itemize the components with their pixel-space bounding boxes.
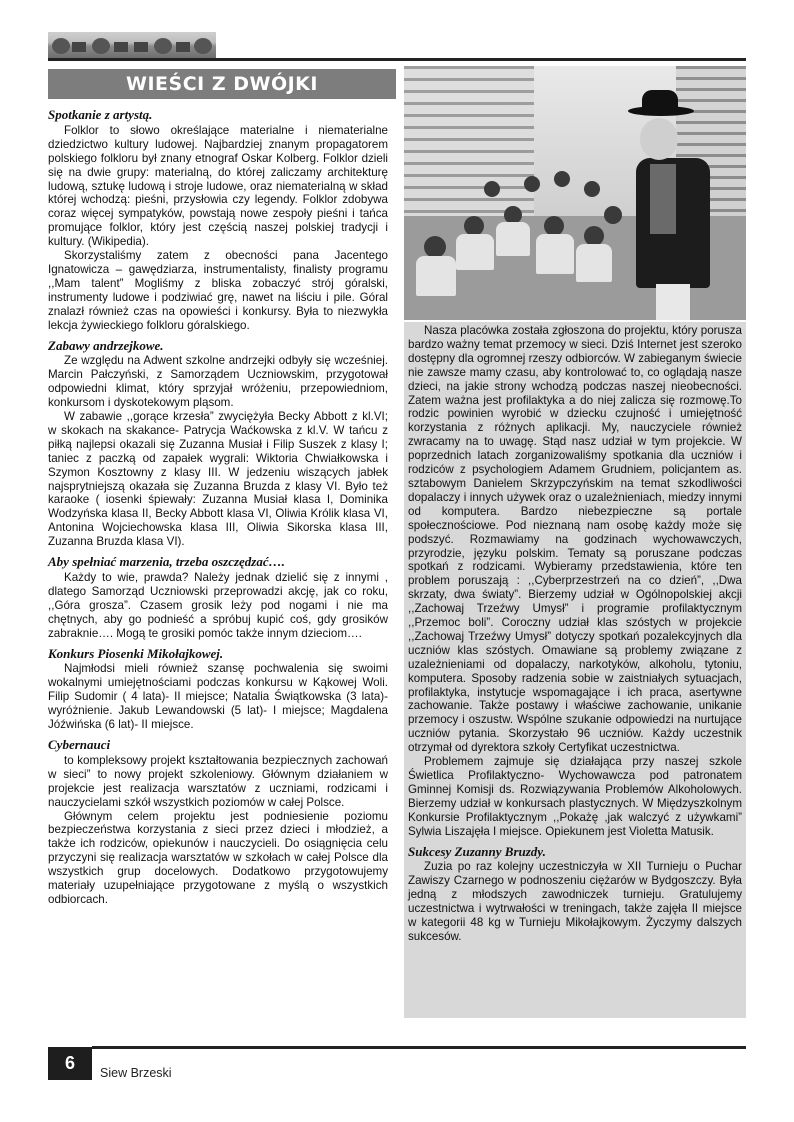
article-paragraph: to kompleksowy projekt kształtowania bezpiecznych zachowań w sieci” to nowy projekt szkoleniowy. Głównym działaniem w projekcie jest realizacja warsztatów z uczniami, rodzicami i nauczycielami szkół wszystkich poziomów w całej Polsce. [48, 753, 388, 809]
page-number: 6 [48, 1047, 92, 1080]
article-paragraph: Folklor to słowo określające materialne i niematerialne dziedzictwo kultury ludowej. Najbardziej znanym propagatorem polskiego folkloru był znany etnograf Oskar Kolberg. Folklor dzieli się na dwie grupy: materialną, do której zaliczamy architekturę ludową, sztukę ludową i stroje ludowe, oraz niematerialną w skład której wchodzą: pieśni, przysłowia czy legendy. Folklor zdobywa coraz więcej sympatyków, powstają nowe zespoły pieśni i tańca promujące folklor, który jest częścią naszej polskiej tradycji i kultury. (Wikipedia). [48, 123, 388, 249]
article-paragraph: W zabawie ,,gorące krzesła” zwyciężyła Becky Abbott z kl.VI; w skokach na skakance- Patrycja Waćkowska z kl.V. W tańcu z piłką najlepsi okazali się Zuzanna Musiał i Filip Suszek z klasy I; taniec z paczką od zapałek wygrali: Wiktoria Chwiałkowska i Szymon Kosztowny z klasy III. W jedzeniu wiszących jabłek najsprytniejszą okazała się Zuzanna Bruzda z klasy VI. Było też karaoke ( iosenki śpiewały: Zuzanna Musiał klasa I, Dominika Wodzyńska klasa II, Becky Abbott klasa VI, Oliwia Królik klasa VI, Antonina Wojciechowska klasa III, Oliwia Sikorska klasa III, Zuzanna Bruzda klasa VI). [48, 410, 388, 549]
left-column [48, 106, 388, 907]
article-heading: Konkurs Piosenki Mikołajkowej. [48, 645, 224, 661]
folklore-photo [404, 66, 746, 320]
section-title-bar [48, 69, 396, 99]
article-paragraph: Każdy to wie, prawda? Należy jednak dzielić się z innymi , dlatego Samorząd Uczniowski przeprowadzi akcję, jak co roku, ,,Góra grosza”. Czasem grosik leży pod nogami i nie ma chętnych, aby go podnieść a spróbuj kupić coś, gdy grosików zabraknie…. Mogą te grosiki pomóc także innym dzieciom…. [48, 571, 388, 640]
header-rule [48, 58, 746, 61]
publication-name: Siew Brzeski [100, 1066, 172, 1080]
article-heading: Cybernauci [48, 736, 111, 752]
article-heading: Aby spełniać marzenia, trzeba oszczędzać…. [48, 554, 285, 570]
article-paragraph: Głównym celem projektu jest podniesienie poziomu bezpieczeństwa korzystania z sieci przez dzieci i młodzież, a także ich rodziców, opiekunów i nauczycieli. Do osiągnięcia celu przyczyni się realizacja warsztatów w szkołach w całej Polsce dla wszystkich grup docelowych. Dodatkowo przygotowujemy materiały uzupełniające przygotowane z myślą o wszystkich odbiorcach. [48, 809, 388, 906]
article-paragraph: Nasza placówka została zgłoszona do projektu, który porusza bardzo ważny temat przemocy w sieci. Dziś Internet jest szeroko dostępny dla ogromnej rzeszy odbiorców. W zabieganym świecie nie zawsze mamy czasu, aby kontrolować to, co oglądają nasze dzieci, na jakie strony wchodzą podczas naszej nieobecności. Zatem ważna jest profilaktyka a do niej zalicza się rozmowę.To rodzic powinien wyrobić w dziecku czujność i umiejętność korzystania z różnych aplikacji. My, nauczyciele również zwracamy na to uwagę. Stąd nasz udział w tym projekcie. W poprzednich latach zorganizowaliśmy spotkania dla uczniów i rodziców z psychologiem Adamem Grudniem, policjantem as. sztabowym Danielem Skrzypczyńskim na temat szkodliwości dopalaczy i innych używek oraz o uzależnieniach, miedzy innymi od komputera. Bardzo niebezpieczne są portale społecznościowe. Pod nieznaną nam osobę każdy może się podszyć. Rozmawiamy na godzinach wychowawczych, przyrodzie, języku polskim. Tematy są poruszane podczas spotkań z rodzicami. Wybieramy przedstawienia, które ten problem poruszają : ,,Cyberprzestrzeń na co dzień”, ,,Dwa skrzaty, dwa światy”. Bierzemy udział w Ogólnopolskiej akcji ,,Zachowaj Trzeźwy Umysł” i programie profilaktycznym ,,Przemoc boli”. Coroczny udział klas szóstych w projekcie ,,Zachowaj Trzeźwy Umysł” dotyczy spotkań pozalekcyjnych dla uczniów klas szóstych. Omawiane są problemy związane z uzależnieniami od dopalaczy, narkotyków, alkoholu, tytoniu, komputera. Sposoby radzenia sobie w zaistniałych sytuacjach, profilaktyka, instytucje wspomagające i ich praca, asertywne zachowanie. Także postawy i właściwe zachowanie, unikanie przemocy i oszustw. Wspólne szukanie odpowiedzi na nurtujące uczniów pytania. Skorzystało 96 uczniów. Każdy uczestnik otrzymał od dyrektora szkoły Certyfikat uczestnictwa. [408, 324, 742, 755]
article-paragraph: Zuzia po raz kolejny uczestniczyła w XII Turnieju o Puchar Zawiszy Czarnego w podnoszeniu ciężarów w Bydgoszczy. Była jedną z młodszych zawodniczek turnieju. Gratulujemy uczestnictwa i wytrwałości w treningach, także zajęła II miejsce w kategorii 48 kg w Turnieju Mikołajkowym. Życzymy dalszych sukcesów. [408, 860, 742, 943]
article-paragraph: Skorzystaliśmy zatem z obecności pana Jacentego Ignatowicza – gawędziarza, instrumentalisty, finalisty programu ,,Mam talent” Mogliśmy z bliska zobaczyć strój góralski, instrumenty ludowe i podziwiać grę, nawet na liściu i pile. Góral znalazł również czas na opowieści i konkursy. Była to niezwykła lekcja żywieckiego folkloru góralskiego. [48, 249, 388, 332]
article-heading: Spotkanie z artystą. [48, 107, 153, 122]
section-title: WIEŚCI Z DWÓJKI [126, 73, 318, 95]
article-paragraph: Problemem zajmuje się działająca przy naszej szkole Świetlica Profilaktyczno- Wychowawcza pod patronatem Gminnej Komisji ds. Rozwiązywania Problemów Alkoholowych. Bierzemy udział w konkursach plastycznych. W Międzyszkolnym Konkursie Profilaktycznym ,,Pokażę ,jak walczyć z używkami” Sylwia Liszajęła I miejsce. Opiekunem jest Violetta Matusik. [408, 755, 742, 838]
header-photo-strip [48, 32, 216, 58]
footer-rule [92, 1046, 746, 1049]
article-heading: Sukcesy Zuzanny Bruzdy. [408, 843, 546, 859]
article-paragraph: Najmłodsi mieli również szansę pochwalenia się swoimi wokalnymi umiejętnościami podczas konkursu w Kąkowej Woli. Filip Sudomir ( 4 lata)- II miejsce; Natalia Świątkowska (3 lata)- wyróżnienie. Jakub Lewandowski (5 lat)- I miejsce; Magdalena Jóźwińska (6 lat)- II miejsce. [48, 662, 388, 732]
right-column [404, 322, 746, 1018]
article-heading: Zabawy andrzejkowe. [48, 337, 164, 353]
article-paragraph: Ze względu na Adwent szkolne andrzejki odbyły się wcześniej. Marcin Pałczyński, z Samorządem Uczniowskim, przygotował odpowiedni klimat, który sprzyjał wróżeniu, przepowiedniom, konkursom i dyskotekowym pląsom. [48, 354, 388, 410]
